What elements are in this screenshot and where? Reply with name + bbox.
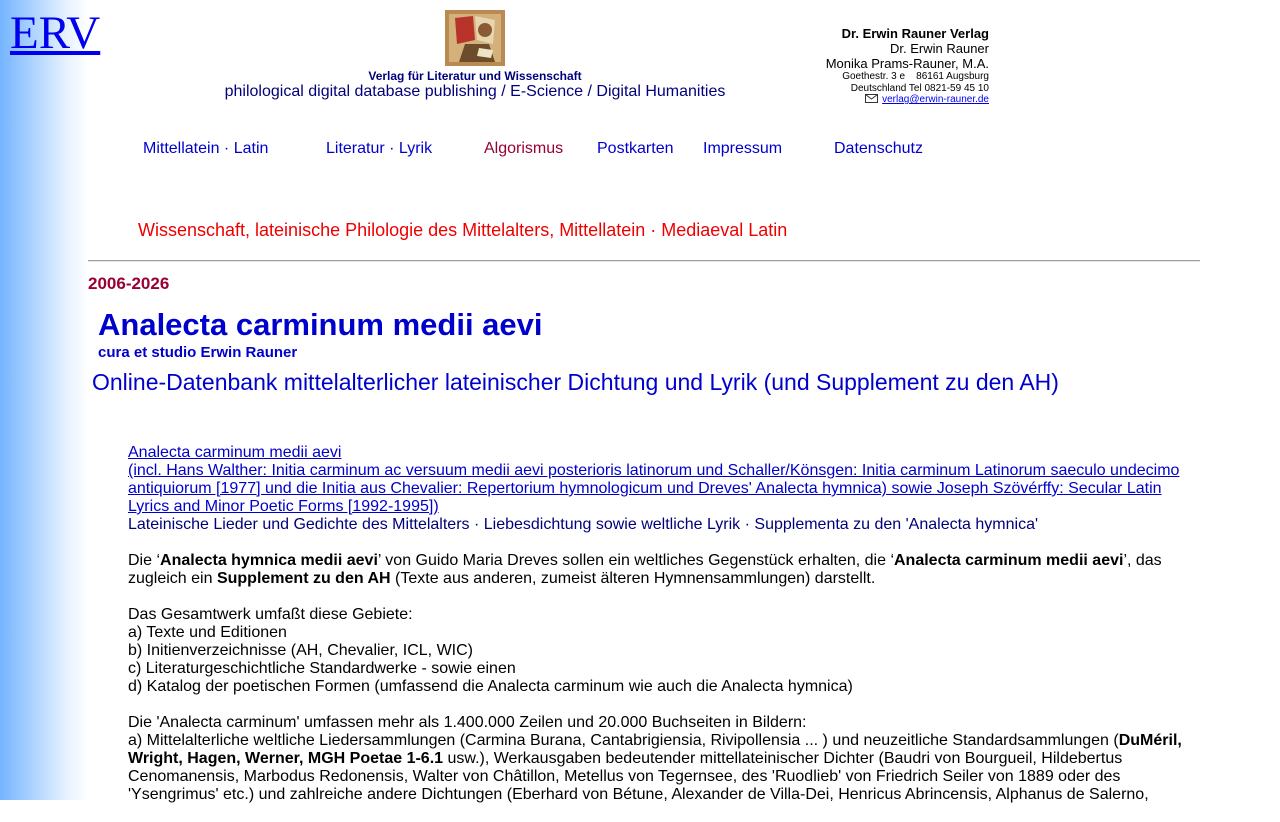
- paragraph-umfang: [128, 714, 1188, 804]
- list-item: b) Initienverzeichnisse (AH, Chevalier, ICL, WIC): [128, 642, 473, 659]
- para1-text-2: ’ von Guido Maria Dreves sollen ein weltliches Gegenstück erhalten, die ‘: [377, 552, 894, 569]
- para1-text-1: Die ‘: [128, 552, 161, 569]
- nav-algorismus[interactable]: Algorismus: [484, 140, 564, 157]
- left-gradient-bar: [0, 0, 88, 800]
- publisher-contact: [826, 26, 989, 107]
- erv-logo-link[interactable]: ERV: [10, 7, 101, 59]
- para2-intro: Das Gesamtwerk umfaßt diese Gebiete:: [128, 606, 413, 623]
- publisher-address: Goethestr. 3 e 86161 Augsburg: [842, 71, 989, 82]
- nav-mittellatein[interactable]: Mittellatein · Latin: [143, 140, 269, 157]
- para1-bold-1: Analecta hymnica medii aevi: [160, 552, 378, 569]
- para1-text-4: (Texte aus anderen, zumeist älteren Hymnensammlungen) darstellt.: [390, 570, 876, 587]
- para3-intro: Die 'Analecta carminum' umfassen mehr als 1.400.000 Zeilen und 20.000 Buchseiten in Bildern:: [128, 714, 807, 731]
- publisher-email-row: [826, 94, 989, 107]
- para3-text-2: usw.), Werkausgaben bedeutender mittellateinischer Dichter (Baudri von Bourgueil, Hildebertus Cenomanensis, Marbodus Redonensis, Walter von Châtillon, Metellus von Tegernsee, des 'Ruodlieb' von Friedrich Seiler von 1889 oder des 'Ysengrimus' etc.) und zahlreiche andere Dichtungen (Eberhard von Bétune, Alexander de Villa-Dei, Henricus Abrincensis, Alphanus de Salerno,: [128, 750, 1149, 803]
- publisher-person-2: Monika Prams-Rauner, M.A.: [825, 56, 989, 71]
- para1-bold-3: Supplement zu den AH: [216, 570, 391, 587]
- para3-bold-1: DuMéril, Wright, Hagen, Werner, MGH Poetae 1-6.1: [128, 732, 1182, 767]
- nav-impressum[interactable]: Impressum: [703, 140, 783, 157]
- horizontal-divider: [88, 260, 1200, 262]
- initia-link[interactable]: (incl. Hans Walther: Initia carminum ac versuum medii aevi posterioris latinorum und Schaller/Könsgen: Initia carminum Latinorum saeculo undecimo antiquiorum [1977] und die Initia aus Chevalier: Repertorium hymnologicum und Dreves' Analecta hymnica) sowie Joseph Szövérffy: Secular Latin Lyrics and Minor Poetic Forms [1992-1995]): [128, 462, 1180, 515]
- publisher-subtagline: philological digital database publishing / E-Science / Digital Humanities: [224, 83, 726, 100]
- publisher-email-link[interactable]: verlag@erwin-rauner.de: [882, 94, 989, 105]
- main-content: [128, 444, 1188, 822]
- publisher-person-1: Dr. Erwin Rauner: [890, 41, 989, 56]
- years-range: 2006-2026: [88, 274, 170, 293]
- para1-bold-2: Analecta carminum medii aevi: [894, 552, 1124, 569]
- nav-postkarten[interactable]: Postkarten: [597, 140, 674, 157]
- paragraph-gegenstueck: [128, 552, 1188, 588]
- paragraph-gesamtwerk: [128, 606, 1188, 696]
- para3-text-1: a) Mittelalterliche weltliche Liedersammlungen (Carmina Burana, Cantabrigiensia, Rivipollensia ... ) und neuzeitliche Standardsammlungen (: [128, 732, 1119, 749]
- book-illustration: [445, 10, 505, 66]
- subject-heading: Wissenschaft, lateinische Philologie des Mittelalters, Mittellatein · Mediaeval Latin: [138, 220, 788, 240]
- list-item: c) Literaturgeschichtliche Standardwerke - sowie einen: [128, 660, 516, 677]
- list-item: a) Texte und Editionen: [128, 624, 287, 641]
- publisher-country-tel: Deutschland Tel 0821-59 45 10: [850, 82, 989, 94]
- para1-text-3: ’, das zugleich ein: [128, 552, 1162, 587]
- publisher-name: Dr. Erwin Rauner Verlag: [841, 26, 989, 41]
- intro-block: [128, 444, 1188, 534]
- database-subtitle: Online-Datenbank mittelalterlicher lateinischer Dichtung und Lyrik (und Supplement zu den AH): [92, 369, 1059, 395]
- envelope-icon: [865, 94, 878, 107]
- nav-literatur[interactable]: Literatur · Lyrik: [326, 140, 433, 157]
- nav-datenschutz[interactable]: Datenschutz: [834, 140, 923, 157]
- analecta-link[interactable]: Analecta carminum medii aevi: [128, 444, 342, 461]
- page-title: Analecta carminum medii aevi: [98, 307, 543, 342]
- editor-line: cura et studio Erwin Rauner: [98, 344, 298, 361]
- list-item: d) Katalog der poetischen Formen (umfassend die Analecta carminum wie auch die Analecta hymnica): [128, 678, 853, 695]
- intro-subline: Lateinische Lieder und Gedichte des Mittelalters · Liebesdichtung sowie weltliche Lyrik · Supplementa zu den 'Analecta hymnica': [128, 516, 1039, 533]
- publisher-tagline: Verlag für Literatur und Wissenschaft: [368, 69, 582, 83]
